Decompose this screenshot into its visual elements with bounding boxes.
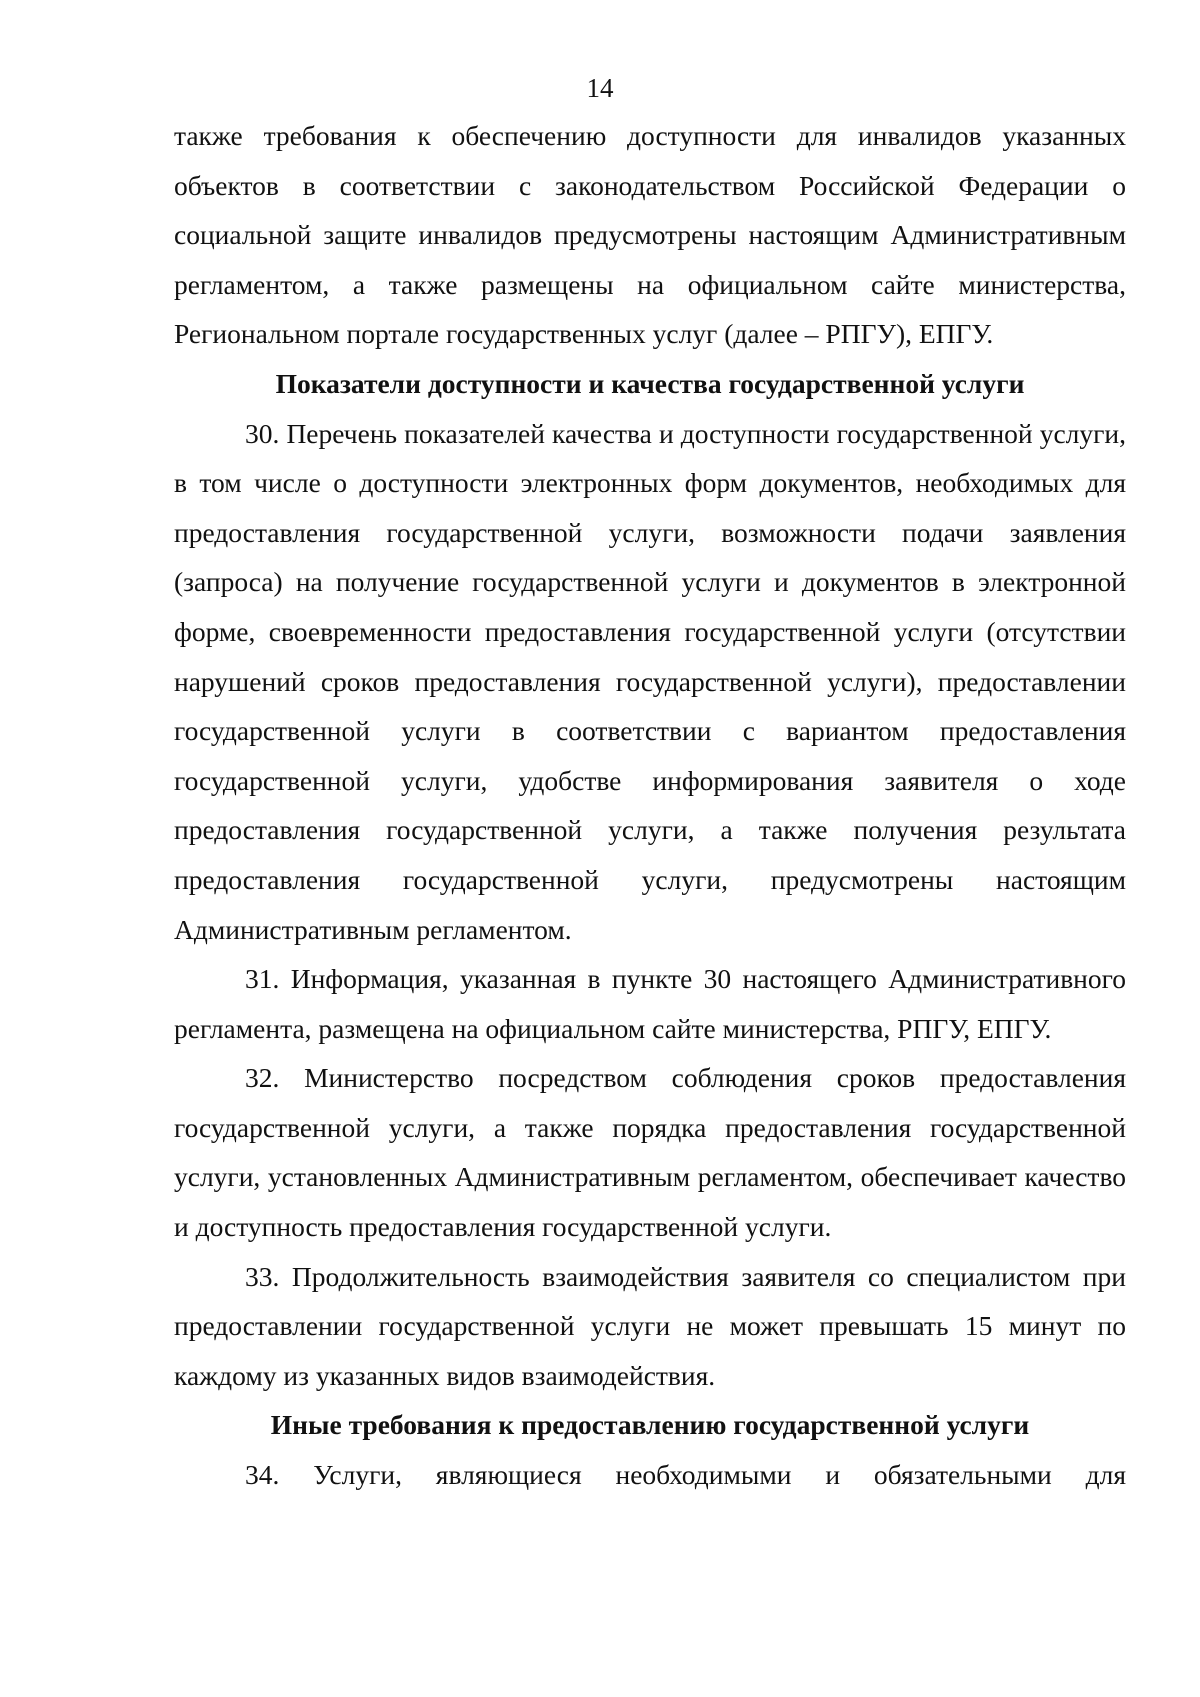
paragraph-continuation: также требования к обеспечению доступности для инвалидов указанных объектов в соответствии с законодательством Российской Федерации о социальной защите инвалидов предусмотрены настоящим Административным регламентом, а также размещены на официальном сайте министерства, Региональном портале государственных услуг (далее – РПГУ), ЕПГУ.: [174, 120, 1126, 350]
section-heading-accessibility-quality: Показатели доступности и качества государственной услуги: [275, 367, 1025, 399]
paragraph-31: 31. Информация, указанная в пункте 30 настоящего Административного регламента, размещена на официальном сайте министерства, РПГУ, ЕПГУ.: [174, 963, 1126, 1044]
paragraph-33: 33. Продолжительность взаимодействия заявителя со специалистом при предоставлении государственной услуги не может превышать 15 минут по каждому из указанных видов взаимодействия.: [174, 1260, 1126, 1391]
document-body: [174, 111, 1126, 1500]
section-heading-other-requirements: Иные требования к предоставлению государственной услуги: [270, 1409, 1030, 1441]
paragraph-32: 32. Министерство посредством соблюдения сроков предоставления государственной услуги, а также порядка предоставления государственной услуги, установленных Административным регламентом, обеспечивает качество и доступность предоставления государственной услуги.: [174, 1062, 1126, 1243]
page-number: 14: [586, 73, 614, 103]
paragraph-30: 30. Перечень показателей качества и доступности государственной услуги, в том числе о доступности электронных форм документов, необходимых для предоставления государственной услуги, возможности подачи заявления (запроса) на получение государственной услуги и документов в электронной форме, своевременности предоставления государственной услуги (отсутствии нарушений сроков предоставления государственной услуги), предоставлении государственной услуги в соответствии с вариантом предоставления государственной услуги, удобстве информирования заявителя о ходе предоставления государственной услуги, а также получения результата предоставления государственной услуги, предусмотрены настоящим Административным регламентом.: [174, 417, 1126, 945]
paragraph-34: 34. Услуги, являющиеся необходимыми и обязательными для: [245, 1459, 1126, 1491]
